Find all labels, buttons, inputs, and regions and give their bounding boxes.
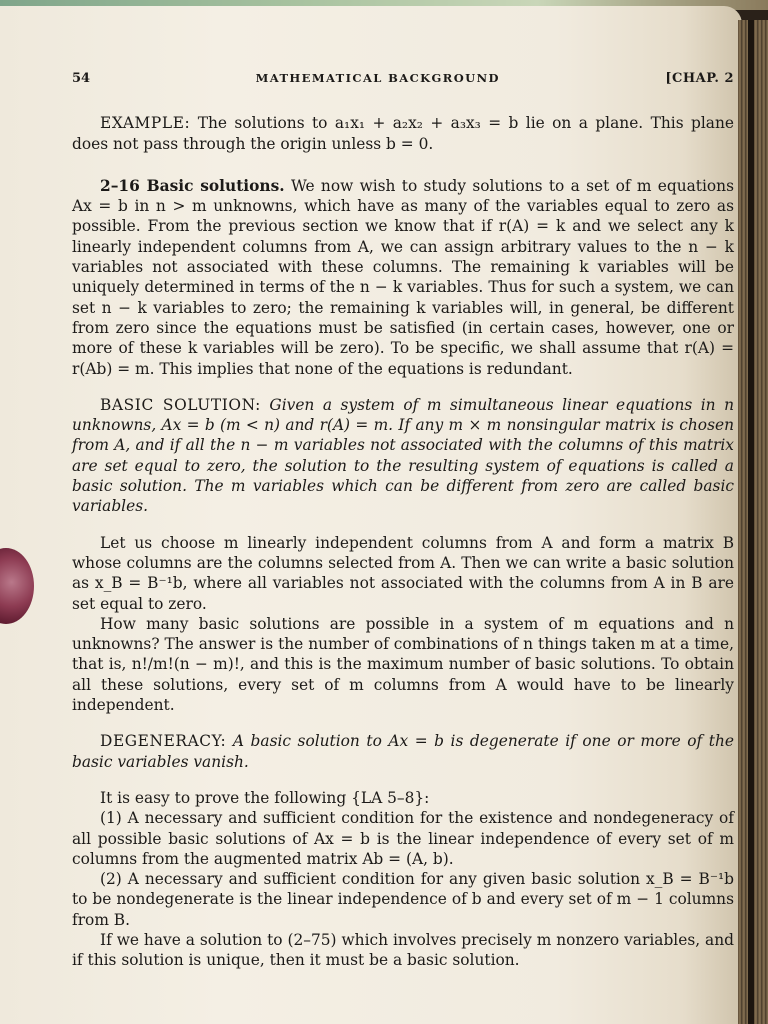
section-heading: 2–16 Basic solutions. bbox=[100, 176, 285, 195]
book-page-edge bbox=[738, 20, 768, 1024]
section-paragraph bbox=[72, 176, 734, 379]
easy-to-prove-paragraph: It is easy to prove the following {LA 5–8}: bbox=[100, 788, 430, 807]
example-label: EXAMPLE: bbox=[100, 114, 191, 133]
running-title: MATHEMATICAL BACKGROUND bbox=[255, 71, 500, 85]
section-text: We now wish to study solutions to a set of m equations Ax = b in n > m unknowns, which have as many of the variables equal to zero as possible. From the previous section we know that if r(A) = k and we select any k linearly independent columns from A, we can assign arbitrary values to the n − k variables not associated with these columns. The remaining k variables will be uniquely determined in terms of the n − k variables. Thus for such a system, we can set n − k variables to zero; the remaining k variables will, in general, be different from zero since the equations must be satisfied (in certain cases, however, one or more of these k variables will be zero). To be specific, we shall assume that r(A) = r(Ab) = m. This implies that none of the equations is redundant. bbox=[72, 176, 734, 378]
condition-2: (2) A necessary and sufficient condition for any given basic solution x_B = B⁻¹b to be nondegenerate is the linear independence of b and every set of m − 1 columns from B. bbox=[72, 870, 734, 929]
book-page bbox=[0, 6, 742, 1024]
chapter-label: [CHAP. 2 bbox=[665, 71, 734, 86]
basic-solution-definition bbox=[72, 395, 734, 517]
basic-solution-label: BASIC SOLUTION: bbox=[100, 395, 261, 414]
choose-columns-paragraph: Let us choose m linearly independent columns from A and form a matrix B whose columns are the columns selected from A. Then we can write a basic solution as x_B = B⁻¹b, where all variables not associated with the columns from A in B are set equal to zero. bbox=[72, 533, 734, 613]
condition-1: (1) A necessary and sufficient condition for the existence and nondegeneracy of all possible basic solutions of Ax = b is the linear independence of every set of m columns from the augmented matrix Ab = (A, b). bbox=[72, 809, 734, 868]
degeneracy-label: DEGENERACY: bbox=[100, 732, 227, 751]
page-number: 54 bbox=[72, 71, 91, 86]
page-content bbox=[72, 68, 734, 971]
degeneracy-definition bbox=[72, 731, 734, 772]
example-paragraph bbox=[72, 113, 734, 154]
final-paragraph: If we have a solution to (2–75) which involves precisely m nonzero variables, and if this solution is unique, then it must be a basic solution. bbox=[72, 930, 734, 970]
basic-solution-text: Given a system of m simultaneous linear equations in n unknowns, Ax = b (m < n) and r(A) = m. If any m × m nonsingular matrix is chosen from A, and if all the n − m variables not associated with the columns of this matrix are set equal to zero, the solution to the resulting system of equations is called a basic solution. The m variables which can be different from zero are called basic variables. bbox=[72, 395, 734, 516]
degeneracy-text: A basic solution to Ax = b is degenerate if one or more of the basic variables vanish. bbox=[72, 732, 734, 771]
running-header bbox=[72, 68, 734, 89]
example-text: The solutions to a₁x₁ + a₂x₂ + a₃x₃ = b lie on a plane. This plane does not pass through the origin unless b = 0. bbox=[72, 114, 734, 153]
how-many-paragraph: How many basic solutions are possible in a system of m equations and n unknowns? The answer is the number of combinations of n things taken m at a time, that is, n!/m!(n − m)!, and this is the maximum number of basic solutions. To obtain all these solutions, every set of m columns from A would have to be linearly independent. bbox=[72, 614, 734, 715]
